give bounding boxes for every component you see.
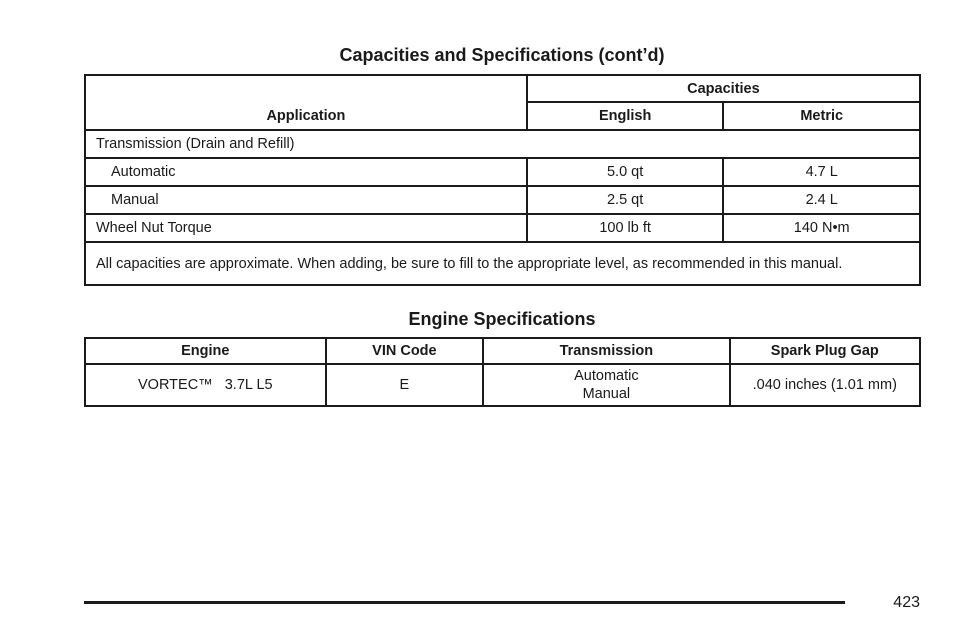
header-spark-plug-gap: Spark Plug Gap — [730, 338, 920, 364]
table-row — [85, 130, 920, 158]
table-row — [85, 364, 920, 406]
row-english: 2.5 qt — [527, 186, 724, 214]
header-capacities: Capacities — [527, 75, 920, 102]
capacities-note — [85, 242, 920, 285]
engine-specs-table — [84, 337, 921, 407]
spark-plug-gap-value: .040 inches (1.01 mm) — [730, 364, 920, 406]
row-label: Wheel Nut Torque — [85, 214, 527, 242]
footer-rule — [84, 601, 845, 604]
row-metric: 140 N•m — [723, 214, 920, 242]
transmission-automatic: Automatic — [574, 368, 639, 384]
header-transmission: Transmission — [483, 338, 729, 364]
capacities-table — [84, 74, 921, 286]
header-vin-code: VIN Code — [326, 338, 484, 364]
table-row — [85, 242, 920, 285]
table-row — [85, 214, 920, 242]
row-english: 100 lb ft — [527, 214, 724, 242]
row-metric: 4.7 L — [723, 158, 920, 186]
row-label: Manual — [85, 186, 527, 214]
row-english: 5.0 qt — [527, 158, 724, 186]
header-english: English — [527, 102, 724, 130]
vin-code-value: E — [326, 364, 484, 406]
page-number: 423 — [893, 594, 920, 611]
header-metric: Metric — [723, 102, 920, 130]
table-row — [85, 186, 920, 214]
table-row — [85, 158, 920, 186]
capacities-title: Capacities and Specifications (cont’d) — [339, 45, 665, 65]
row-label: Transmission (Drain and Refill) — [85, 130, 920, 158]
header-engine: Engine — [85, 338, 326, 364]
transmission-value — [483, 364, 729, 406]
engine-specs-title: Engine Specifications — [408, 309, 596, 329]
engine-value: VORTEC™ 3.7L L5 — [85, 364, 326, 406]
transmission-manual: Manual — [582, 386, 631, 402]
row-label: Automatic — [85, 158, 527, 186]
row-metric: 2.4 L — [723, 186, 920, 214]
capacities-note-text: All capacities are approximate. When adding, be sure to fill to the appropriate level, as recommended in this manual. — [96, 255, 843, 272]
header-application: Application — [85, 75, 527, 130]
